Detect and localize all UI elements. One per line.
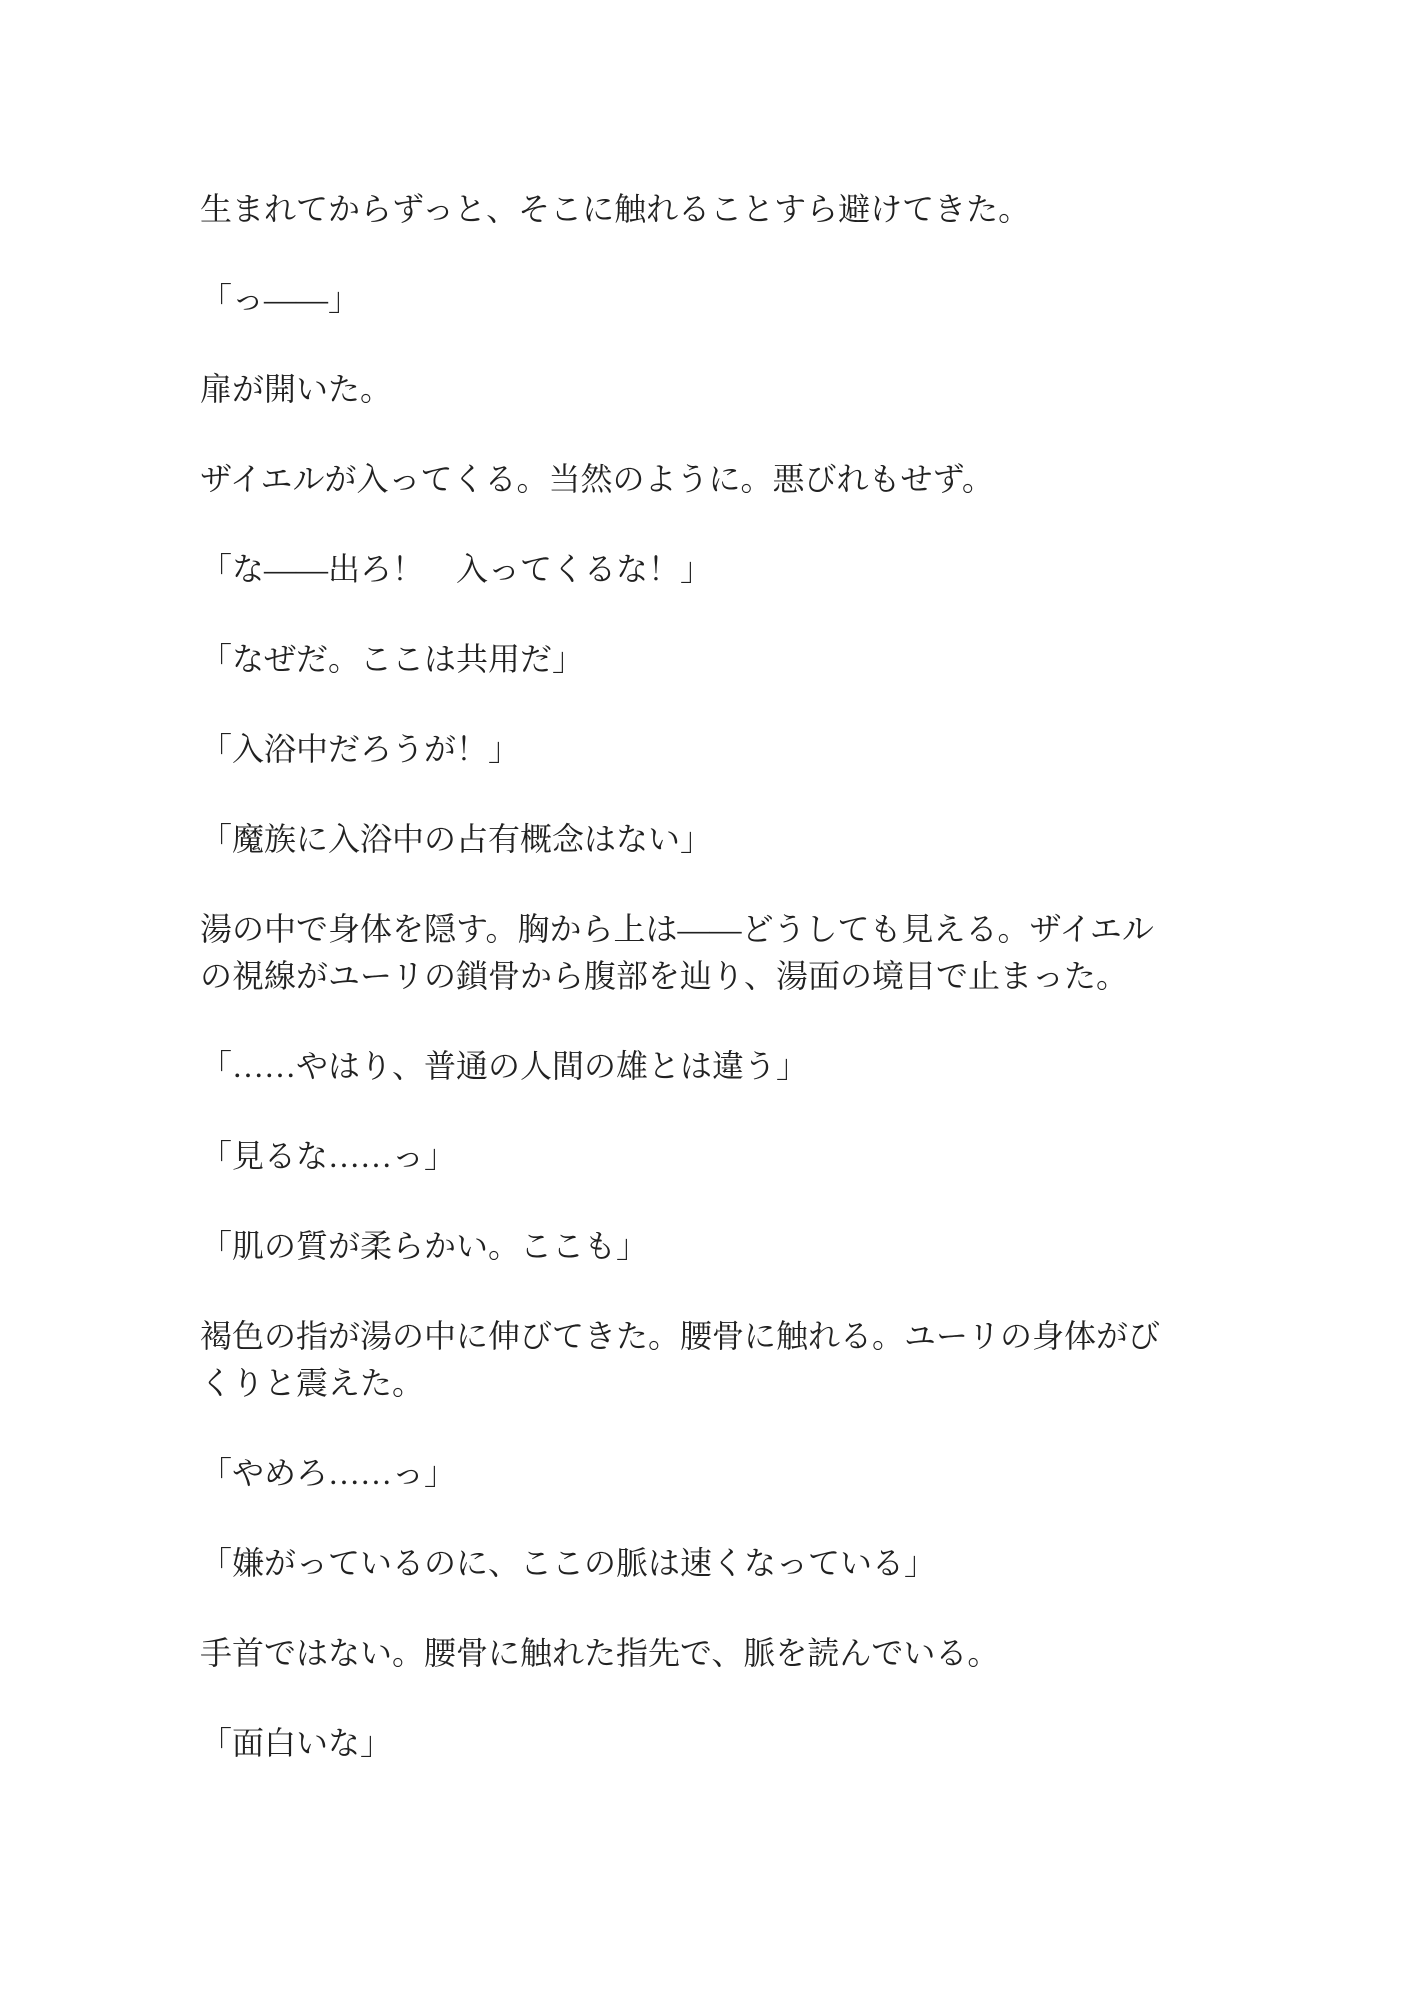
dialogue-paragraph: 「見るな……っ」 bbox=[200, 1138, 457, 1174]
dialogue-paragraph: 「な――出ろ！ 入ってくるな！」 bbox=[200, 551, 713, 587]
narration-paragraph: ザイエルが入ってくる。当然のように。悪びれもせず。 bbox=[200, 461, 994, 497]
narration-paragraph: 生まれてからずっと、そこに触れることすら避けてきた。 bbox=[200, 191, 1031, 227]
dialogue-paragraph: 「面白いな」 bbox=[200, 1725, 393, 1761]
dialogue-paragraph: 「……やはり、普通の人間の雄とは違う」 bbox=[200, 1048, 809, 1084]
dialogue-paragraph: 「っ――」 bbox=[200, 281, 361, 317]
narration-paragraph: 湯の中で身体を隠す。胸から上は――どうしても見える。ザイエルの視線がユーリの鎖骨から腹部を辿り、湯面の境目で止まった。 bbox=[200, 911, 1154, 994]
narration-paragraph: 手首ではない。腰骨に触れた指先で、脈を読んでいる。 bbox=[200, 1635, 1000, 1671]
dialogue-paragraph: 「なぜだ。ここは共用だ」 bbox=[200, 641, 585, 677]
dialogue-paragraph: 「入浴中だろうが！」 bbox=[200, 731, 521, 767]
dialogue-paragraph: 「肌の質が柔らかい。ここも」 bbox=[200, 1228, 649, 1264]
dialogue-paragraph: 「やめろ……っ」 bbox=[200, 1455, 457, 1491]
narration-paragraph: 扉が開いた。 bbox=[200, 371, 393, 407]
dialogue-paragraph: 「魔族に入浴中の占有概念はない」 bbox=[200, 821, 713, 857]
narration-paragraph: 褐色の指が湯の中に伸びてきた。腰骨に触れる。ユーリの身体がびくりと震えた。 bbox=[200, 1318, 1161, 1401]
dialogue-paragraph: 「嫌がっているのに、ここの脈は速くなっている」 bbox=[200, 1545, 937, 1581]
